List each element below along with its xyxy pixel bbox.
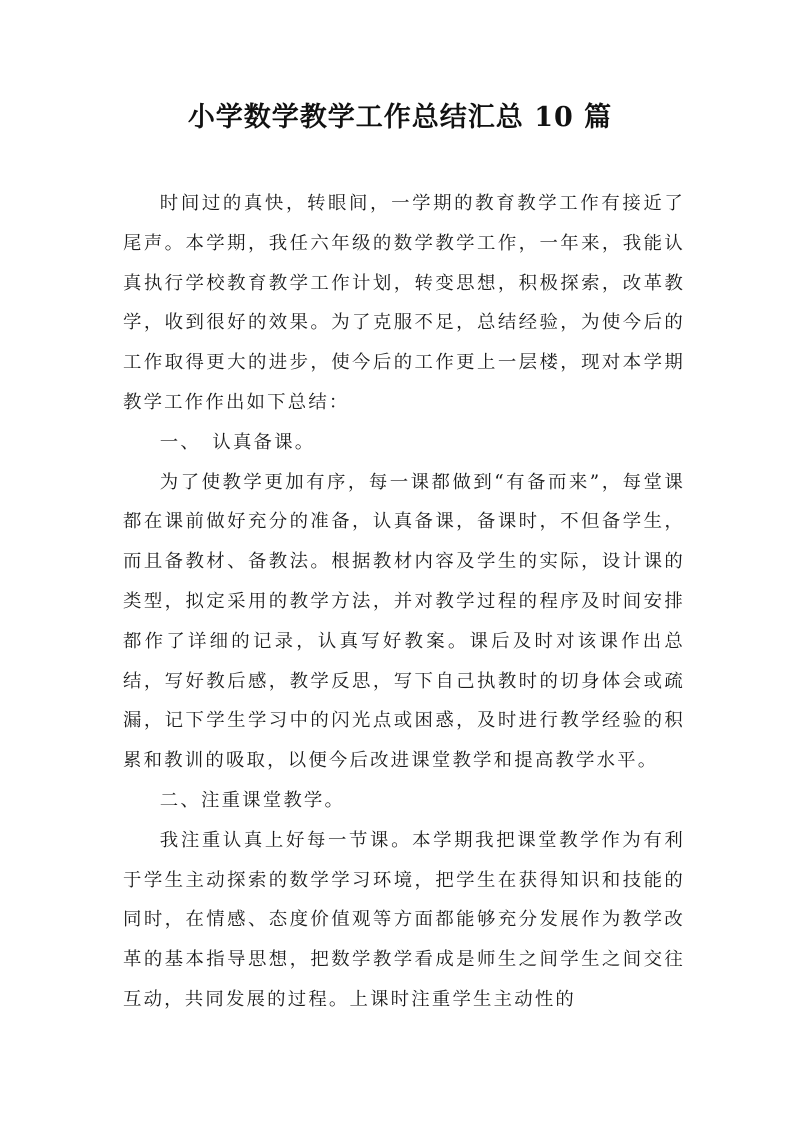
paragraph-classroom-teaching: 我注重认真上好每一节课。本学期我把课堂教学作为有利于学生主动探索的数学学习环境，把学生在获得知识和技能的同时，在情感、态度价值观等方面都能够充分发展作为教学改革的基本指导思想，把数学教学看成是师生之间学生之间交往互动，共同发展的过程。上课时注重学生主动性的 [123, 829, 685, 1010]
section-heading-prepare-lessons: 一、 认真备课。 [159, 431, 316, 453]
document-body [123, 184, 685, 1020]
section-heading-classroom-teaching: 二、注重课堂教学。 [159, 789, 346, 811]
paragraph-prepare-lessons: 为了使教学更加有序，每一课都做到“有备而来”，每堂课都在课前做好充分的准备，认真备课，备课时，不但备学生，而且备教材、备教法。根据教材内容及学生的实际，设计课的类型，拟定采用的教学方法，并对教学过程的程序及时间安排都作了详细的记录，认真写好教案。课后及时对该课作出总结，写好教后感，教学反思，写下自己执教时的切身体会或疏漏，记下学生学习中的闪光点或困惑，及时进行教学经验的积累和教训的吸取，以便今后改进课堂教学和提高教学水平。 [123, 471, 685, 772]
paragraph-intro: 时间过的真快，转眼间，一学期的教育教学工作有接近了尾声。本学期，我任六年级的数学教学工作，一年来，我能认真执行学校教育教学工作计划，转变思想，积极探索，改革教学，收到很好的效果。为了克服不足，总结经验，为使今后的工作取得更大的进步，使今后的工作更上一层楼，现对本学期教学工作作出如下总结： [123, 193, 685, 413]
document-title: 小学数学教学工作总结汇总 10 篇 [187, 102, 613, 133]
